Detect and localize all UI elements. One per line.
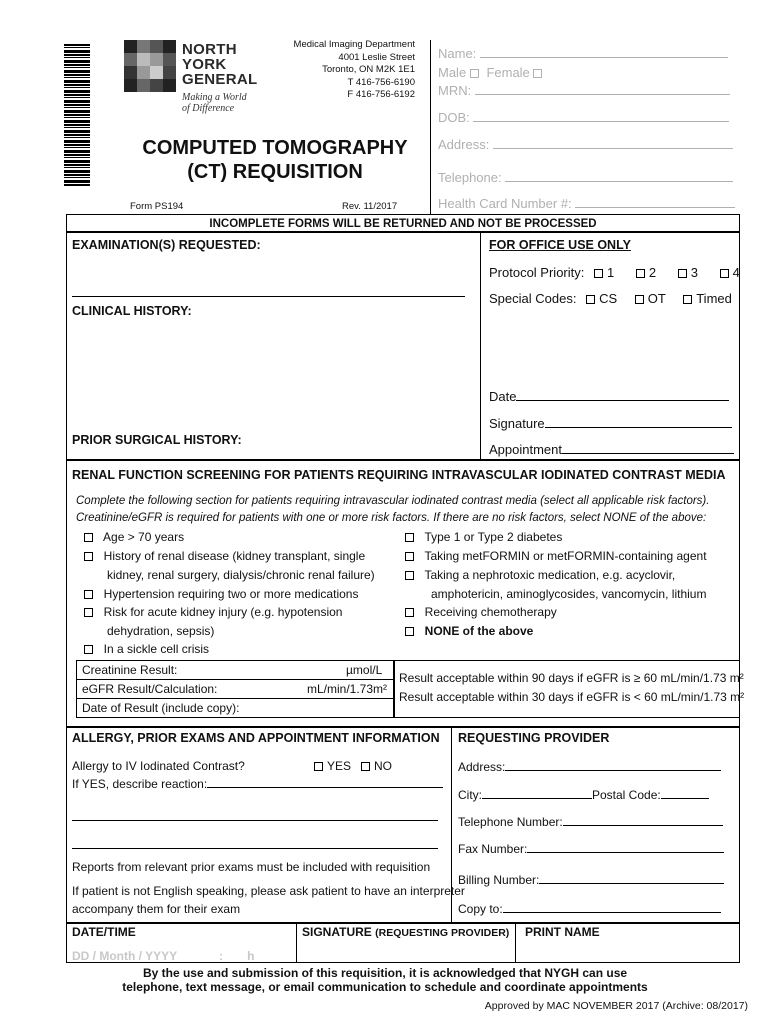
age-checkbox[interactable]	[84, 533, 93, 542]
allergy-no-checkbox[interactable]	[361, 762, 370, 771]
copy-to-field[interactable]: Copy to:	[458, 902, 721, 916]
patient-sex-field[interactable]: Male Female	[438, 65, 546, 80]
patient-address-field[interactable]: Address:	[438, 137, 733, 152]
risk-diabetes[interactable]: Type 1 or Type 2 diabetes	[405, 530, 562, 544]
male-checkbox[interactable]	[470, 69, 479, 78]
allergy-title: ALLERGY, PRIOR EXAMS AND APPOINTMENT INFORMATION	[72, 731, 440, 745]
patient-dob-field[interactable]: DOB:	[438, 110, 729, 125]
code-ot-checkbox[interactable]	[635, 295, 644, 304]
result-90-days: Result acceptable within 90 days if eGFR is ≥ 60 mL/min/1.73 m²	[399, 671, 744, 685]
chemotherapy-checkbox[interactable]	[405, 608, 414, 617]
reaction-line-3[interactable]	[72, 848, 438, 849]
office-signature-field[interactable]: Signature	[489, 416, 732, 431]
tagline: Making a World of Difference	[182, 92, 247, 114]
priority-4-checkbox[interactable]	[720, 269, 729, 278]
requesting-provider-title: REQUESTING PROVIDER	[458, 731, 610, 745]
nygh-logo-icon	[124, 40, 176, 92]
reaction-line-2[interactable]	[72, 820, 438, 821]
prior-exams-note: Reports from relevant prior exams must be included with requisition	[72, 860, 431, 874]
risk-nephrotoxic-cont: amphotericin, aminoglycosides, vancomycin, lithium	[431, 587, 707, 601]
risk-acute-kidney-cont: dehydration, sepsis)	[107, 624, 215, 638]
org-name: NORTH YORK GENERAL	[182, 41, 258, 88]
nephrotoxic-checkbox[interactable]	[405, 571, 414, 580]
result-30-days: Result acceptable within 30 days if eGFR is < 60 mL/min/1.73 m²	[399, 690, 745, 704]
risk-age[interactable]: Age > 70 years	[84, 530, 184, 544]
creatinine-unit: µmol/L	[346, 663, 383, 677]
form-title: COMPUTED TOMOGRAPHY (CT) REQUISITION	[142, 137, 408, 183]
special-codes: Special Codes: CS OT Timed	[489, 291, 732, 306]
patient-divider	[430, 40, 431, 214]
egfr-unit: mL/min/1.73m²	[307, 682, 388, 696]
interpreter-note-1: If patient is not English speaking, please ask patient to have an interpreter	[72, 884, 465, 898]
risk-acute-kidney[interactable]: Risk for acute kidney injury (e.g. hypotension	[84, 605, 342, 619]
office-appointment-field[interactable]: Appointment	[489, 442, 734, 457]
clinical-history-label: CLINICAL HISTORY:	[72, 304, 192, 318]
form-number: Form PS194	[130, 201, 184, 212]
risk-metformin[interactable]: Taking metFORMIN or metFORMIN-containing agent	[405, 549, 707, 563]
office-date-field[interactable]: Date	[489, 389, 729, 404]
interpreter-note-2: accompany them for their exam	[72, 902, 241, 916]
provider-fax-field[interactable]: Fax Number:	[458, 842, 724, 856]
risk-renal-disease-cont: kidney, renal surgery, dialysis/chronic renal failure)	[107, 568, 375, 582]
contrast-allergy-question: Allergy to IV Iodinated Contrast?	[72, 759, 245, 773]
provider-city-field[interactable]: City: Postal Code:	[458, 788, 709, 802]
creatinine-result-label: Creatinine Result:	[82, 663, 178, 677]
risk-hypertension[interactable]: Hypertension requiring two or more medications	[84, 587, 358, 601]
sickle-cell-checkbox[interactable]	[84, 645, 93, 654]
office-use-title: FOR OFFICE USE ONLY	[489, 238, 631, 252]
approval-note: Approved by MAC NOVEMBER 2017 (Archive: 08/2017)	[484, 1000, 748, 1012]
print-name-label[interactable]: PRINT NAME	[525, 925, 600, 939]
date-time-label: DATE/TIME	[72, 925, 136, 939]
patient-name-field[interactable]: Name:	[438, 46, 728, 61]
date-of-result-label: Date of Result (include copy):	[82, 701, 240, 715]
patient-mrn-field[interactable]: MRN:	[438, 83, 730, 98]
allergy-yes-no: YES NO	[314, 759, 392, 773]
metformin-checkbox[interactable]	[405, 552, 414, 561]
reaction-field[interactable]: If YES, describe reaction:	[72, 777, 443, 791]
examinations-requested-label: EXAMINATION(S) REQUESTED:	[72, 238, 261, 252]
risk-nephrotoxic[interactable]: Taking a nephrotoxic medication, e.g. acyclovir,	[405, 568, 675, 582]
priority-3-checkbox[interactable]	[678, 269, 687, 278]
barcode	[64, 44, 90, 186]
incomplete-forms-banner: INCOMPLETE FORMS WILL BE RETURNED AND NOT BE PROCESSED	[66, 214, 740, 232]
code-cs-checkbox[interactable]	[586, 295, 595, 304]
risk-none[interactable]: NONE of the above	[405, 624, 533, 638]
acute-kidney-checkbox[interactable]	[84, 608, 93, 617]
priority-2-checkbox[interactable]	[636, 269, 645, 278]
prior-surgical-history-label: PRIOR SURGICAL HISTORY:	[72, 433, 242, 447]
code-timed-checkbox[interactable]	[683, 295, 692, 304]
consent-footer: By the use and submission of this requisition, it is acknowledged that NYGH can use telephone, text message, or email communication to schedule and coordinate appointments	[122, 966, 648, 994]
department-address: Medical Imaging Department 4001 Leslie Street Toronto, ON M2K 1E1 T 416-756-6190 F 416-756-6192	[293, 39, 415, 100]
examinations-line[interactable]	[72, 296, 465, 297]
date-time-field[interactable]: DD / Month / YYYY : h	[72, 949, 255, 963]
risk-sickle-cell[interactable]: In a sickle cell crisis	[84, 642, 209, 656]
egfr-result-label: eGFR Result/Calculation:	[82, 682, 218, 696]
provider-telephone-field[interactable]: Telephone Number:	[458, 815, 723, 829]
renal-instruction-1: Complete the following section for patients requiring intravascular iodinated contrast media (select all applicable risk factors).	[76, 495, 710, 507]
revision-date: Rev. 11/2017	[342, 201, 398, 212]
patient-telephone-field[interactable]: Telephone:	[438, 170, 733, 185]
female-checkbox[interactable]	[533, 69, 542, 78]
diabetes-checkbox[interactable]	[405, 533, 414, 542]
protocol-priority: Protocol Priority: 1 2 3 4	[489, 265, 740, 280]
renal-disease-checkbox[interactable]	[84, 552, 93, 561]
provider-billing-field[interactable]: Billing Number:	[458, 873, 724, 887]
renal-instruction-2: Creatinine/eGFR is required for patients with one or more risk factors. If there are no risk factors, select NONE of the above:	[76, 512, 707, 524]
risk-chemotherapy[interactable]: Receiving chemotherapy	[405, 605, 557, 619]
hypertension-checkbox[interactable]	[84, 590, 93, 599]
health-card-field[interactable]: Health Card Number #:	[438, 196, 735, 211]
priority-1-checkbox[interactable]	[594, 269, 603, 278]
risk-renal-disease[interactable]: History of renal disease (kidney transplant, single	[84, 549, 365, 563]
renal-screening-title: RENAL FUNCTION SCREENING FOR PATIENTS REQUIRING INTRAVASCULAR IODINATED CONTRAST MEDIA	[72, 468, 726, 482]
none-checkbox[interactable]	[405, 627, 414, 636]
provider-address-field[interactable]: Address:	[458, 760, 721, 774]
signature-label[interactable]: SIGNATURE (REQUESTING PROVIDER)	[302, 925, 510, 939]
allergy-yes-checkbox[interactable]	[314, 762, 323, 771]
